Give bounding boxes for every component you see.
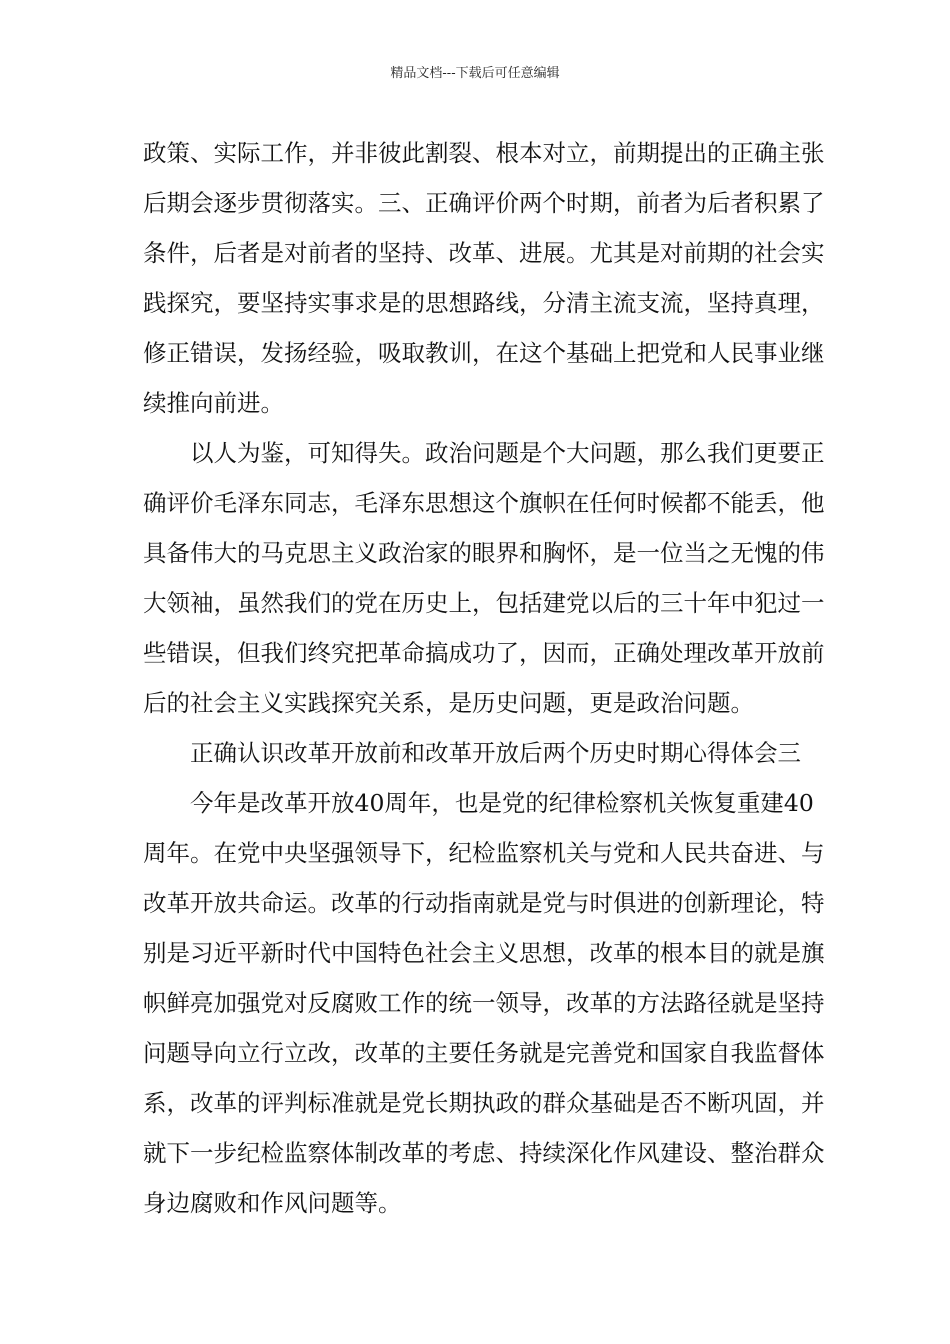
text-line: 以人为鉴，可知得失。政治问题是个大问题，那么我们更要正 <box>143 439 825 467</box>
text-line: 践探究，要坚持实事求是的思想路线，分清主流支流，坚持真理， <box>143 289 825 317</box>
text-line: 后的社会主义实践探究关系，是历史问题，更是政治问题。 <box>143 689 754 717</box>
text-line: 大领袖，虽然我们的党在历史上，包括建党以后的三十年中犯过一 <box>143 589 825 617</box>
text-line: 修正错误，发扬经验，吸取教训，在这个基础上把党和人民事业继 <box>143 339 825 367</box>
text-line: 别是习近平新时代中国特色社会主义思想，改革的根本目的就是旗 <box>143 939 825 967</box>
text-line: 政策、实际工作，并非彼此割裂、根本对立，前期提出的正确主张 <box>143 139 825 167</box>
text-line: 改革开放共命运。改革的行动指南就是党与时俱进的创新理论，特 <box>143 889 825 917</box>
text-line: 确评价毛泽东同志，毛泽东思想这个旗帜在任何时候都不能丢，他 <box>143 489 825 517</box>
text-line: 今年是改革开放40周年，也是党的纪律检察机关恢复重建40 <box>143 789 814 817</box>
text-line: 些错误，但我们终究把革命搞成功了，因而，正确处理改革开放前 <box>143 639 825 667</box>
section-heading: 正确认识改革开放前和改革开放后两个历史时期心得体会三 <box>143 739 801 767</box>
text-line: 就下一步纪检监察体制改革的考虑、持续深化作风建设、整治群众 <box>143 1139 825 1167</box>
text-line: 后期会逐步贯彻落实。三、正确评价两个时期，前者为后者积累了 <box>143 189 825 217</box>
text-line: 条件，后者是对前者的坚持、改革、进展。尤其是对前期的社会实 <box>143 239 825 267</box>
text-line: 身边腐败和作风问题等。 <box>143 1189 402 1217</box>
page-header: 精品文档---下载后可任意编辑 <box>390 66 560 81</box>
text-line: 系，改革的评判标准就是党长期执政的群众基础是否不断巩固，并 <box>143 1089 825 1117</box>
text-line: 帜鲜亮加强党对反腐败工作的统一领导，改革的方法路径就是坚持 <box>143 989 825 1017</box>
text-line: 具备伟大的马克思主义政治家的眼界和胸怀，是一位当之无愧的伟 <box>143 539 825 567</box>
text-line: 问题导向立行立改，改革的主要任务就是完善党和国家自我监督体 <box>143 1039 825 1067</box>
document-body <box>143 128 825 1228</box>
text-line: 周年。在党中央坚强领导下，纪检监察机关与党和人民共奋进、与 <box>143 839 825 867</box>
text-line: 续推向前进。 <box>143 389 284 417</box>
